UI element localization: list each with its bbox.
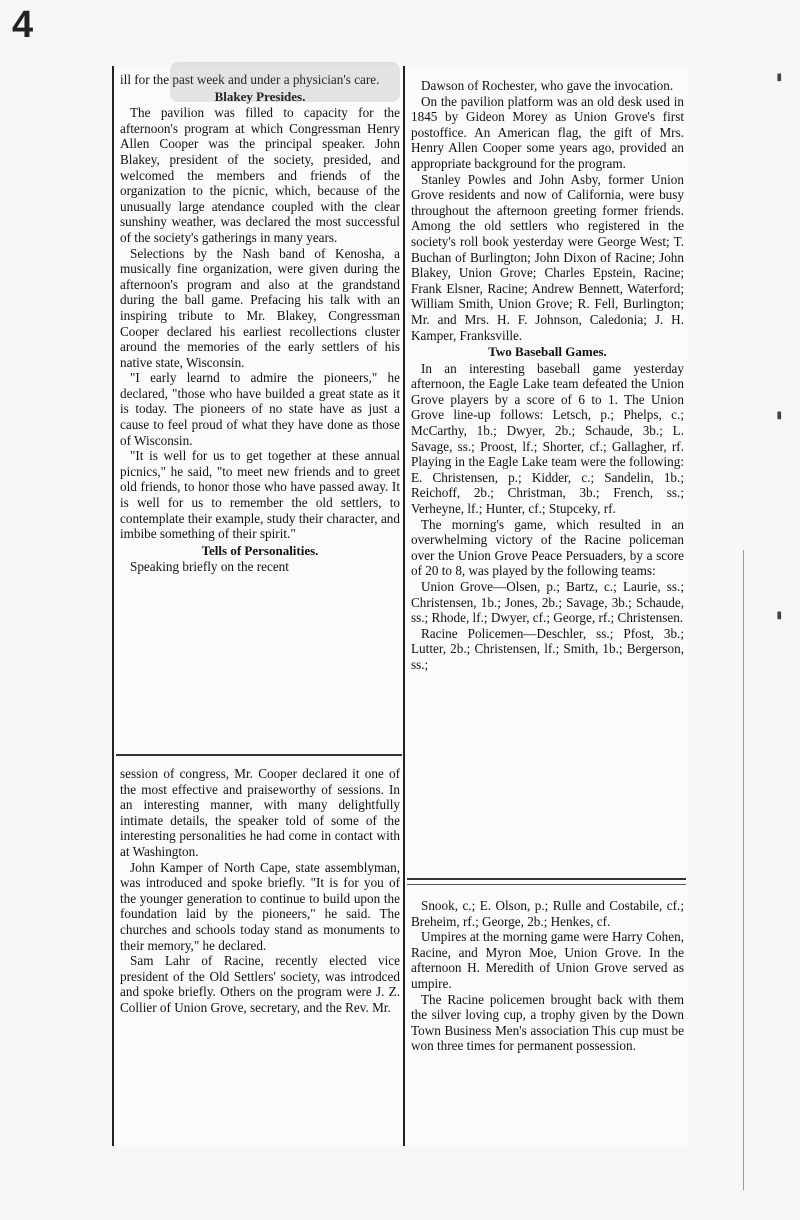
- article-paragraph: Selections by the Nash band of Kenosha, a musically fine organization, were given during the afternoon's program and also at the grandstand during the ball game. Prefacing his talk with an inspiring tribute to Mr. Blakey, Congressman Cooper declared his earliest recollections cluster around the memories of the early settlers of his native state, Wisconsin.: [120, 245, 400, 370]
- article-paragraph: The pavilion was filled to capacity for the afternoon's program at which Congressman Henry Allen Cooper was the principal speaker. John Blakey, president of the society, presided, and welcomed the members and friends of the organization to the picnic, which, because of the unusually large atendance coupled with the clear sunshiny weather, was declared the most successful of the society's gatherings in many years.: [120, 105, 400, 245]
- article-paragraph: Snook, c.; E. Olson, p.; Rulle and Costabile, cf.; Breheim, rf.; George, 2b.; Henkes, cf.: [411, 898, 684, 929]
- article-paragraph: Union Grove—Olsen, p.; Bartz, c.; Laurie, ss.; Christensen, 1b.; Jones, 2b.; Savage, 3b.; Schaude, ss.; Rhode, lf.; Dwyer, cf.; George, rf.; Christensen.: [411, 579, 684, 626]
- scan-mark: ▮: [776, 610, 782, 621]
- scan-mark: ▮: [776, 410, 782, 421]
- article-paragraph: The Racine policemen brought back with them the silver loving cup, a trophy given by the Down Town Business Men's association This cup must be won three times for permanent possession.: [411, 991, 684, 1054]
- paper-smudge: [170, 62, 400, 102]
- left-column: [112, 66, 404, 1146]
- article-paragraph: session of congress, Mr. Cooper declared it one of the most effective and praiseworthy of sessions. In an interesting manner, with many delightfully intimate details, the speaker told of some of the interesting personalities he had come in contact with at Washington.: [120, 766, 400, 859]
- article-paragraph: Sam Lahr of Racine, recently elected vice president of the Old Settlers' society, was introdced and spoke briefly. Others on the program were J. Z. Collier of Union Grove, secretary, and the Rev. Mr.: [120, 953, 400, 1015]
- right-column: [403, 66, 688, 1146]
- article-paragraph: ill for the past week and under a physician's care.: [120, 72, 380, 87]
- article-paragraph: Umpires at the morning game were Harry Cohen, Racine, and Myron Moe, Union Grove. In the afternoon H. Meredith of Union Grove served as umpire.: [411, 929, 684, 991]
- left-column-top-section: [120, 72, 400, 575]
- column-separator: [407, 878, 686, 880]
- article-paragraph: "It is well for us to get together at these annual picnics," he said, "to meet new friends and to greet old friends, to honor those who have passed away. It is well for us to remember the old settlers, to contemplate their example, study their character, and imbibe something of their spirit.": [120, 448, 400, 542]
- article-paragraph: Dawson of Rochester, who gave the invocation.: [421, 78, 674, 93]
- right-column-top-section: [411, 78, 684, 673]
- left-column-bottom-section: [120, 766, 400, 1016]
- article-paragraph: "I early learnd to admire the pioneers," he declared, "those who have builded a great state as it is today. The pioneers of no state have as just a cause to feel proud of what they have done as those of Wisconsin.: [120, 370, 400, 448]
- right-column-bottom-section: [411, 898, 684, 1054]
- article-paragraph: Racine Policemen—Deschler, ss.; Pfost, 3b.; Lutter, 2b.; Christensen, lf.; Smith, 1b.; Bergerson, ss.;: [411, 625, 684, 672]
- article-paragraph: On the pavilion platform was an old desk used in 1845 by Gideon Morey as Union Grove's first postoffice. An American flag, the gift of Mrs. Henry Allen Cooper some years ago, provided an appropriate background for the program.: [411, 93, 684, 171]
- scan-edge-line: [743, 550, 744, 1190]
- page-number: 4: [12, 4, 34, 46]
- column-separator-thin: [407, 884, 686, 885]
- article-paragraph: The morning's game, which resulted in an overwhelming victory of the Racine policeman over the Union Grove Peace Persuaders, by a score of 20 to 8, was played by the following teams:: [411, 516, 684, 579]
- section-heading: Two Baseball Games.: [488, 344, 607, 360]
- column-separator: [116, 754, 402, 756]
- section-heading: Blakey Presides.: [214, 88, 306, 104]
- article-paragraph: In an interesting baseball game yesterday afternoon, the Eagle Lake team defeated the Union Grove players by a score of 6 to 1. The Union Grove line-up follows: Letsch, p.; Phelps, c.; McCarthy, 1b.; Dwyer, 2b.; Schaude, 3b.; L. Savage, ss.; Proost, lf.; Shorter, cf.; Gallagher, rf. Playing in the Eagle Lake team were the following: E. Christensen, p.; Kidder, c.; Sandelin, 1b.; Reichoff, 2b.; Christman, 3b.; French, ss.; Verheyne, lf.; Hunter, cf.; Stupceky, rf.: [411, 360, 684, 517]
- section-heading: Tells of Personalities.: [201, 542, 319, 558]
- article-paragraph: John Kamper of North Cape, state assemblyman, was introduced and spoke briefly. "It is for you of the younger generation to continue to build upon the foundation laid by the pioneers," he said. The churches and schools today stand as monuments to their memory," he declared.: [120, 859, 400, 953]
- scan-mark: ▮: [776, 72, 782, 83]
- article-paragraph: Stanley Powles and John Asby, former Union Grove residents and now of California, were busy throughout the afternoon greeting former friends. Among the old settlers who registered in the society's roll book yesterday were George West; T. Buchan of Burlington; John Dixon of Racine; John Blakey, Union Grove; Charles Epstein, Racine; Frank Elsner, Racine; Andrew Bennett, Waterford; William Smith, Union Grove; R. Fell, Burlington; Mr. and Mrs. H. F. Johnson, Caledonia; J. H. Kamper, Franksville.: [411, 171, 684, 343]
- article-paragraph: Speaking briefly on the recent: [130, 559, 289, 575]
